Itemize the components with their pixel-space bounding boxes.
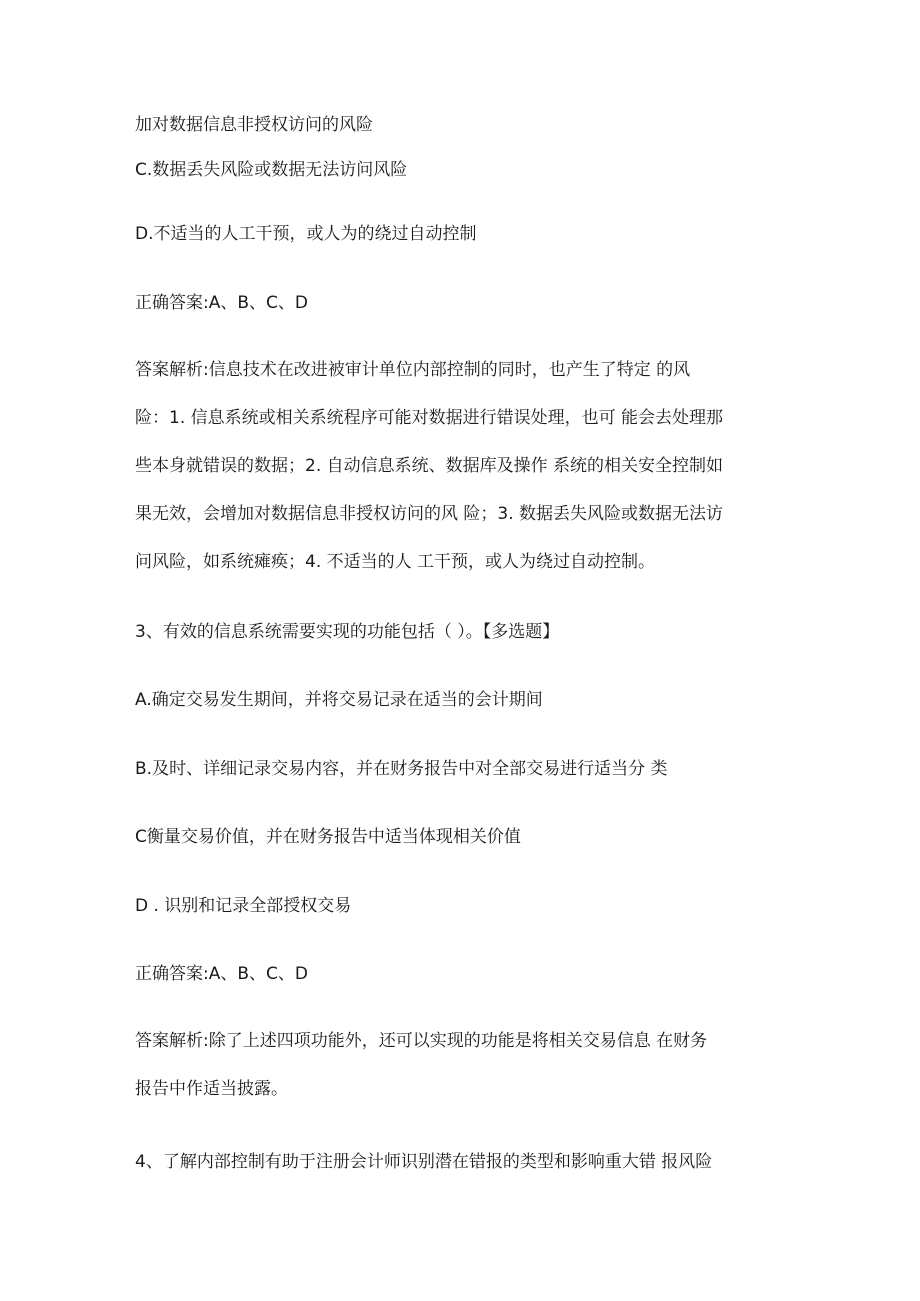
q2-explanation-line: 些本身就错误的数据；2. 自动信息系统、数据库及操作 系统的相关安全控制如 xyxy=(135,456,724,476)
q2-option-b-continuation: 加对数据信息非授权访问的风险 xyxy=(135,115,373,135)
q3-correct-answer: 正确答案:A、B、C、D xyxy=(135,964,308,984)
q2-correct-answer: 正确答案:A、B、C、D xyxy=(135,293,308,313)
q3-question: 3、有效的信息系统需要实现的功能包括（ ）。【多选题】 xyxy=(135,622,560,642)
q3-explanation-line: 报告中作适当披露。 xyxy=(135,1079,288,1099)
q3-explanation-line: 答案解析:除了上述四项功能外，还可以实现的功能是将相关交易信息 在财务 xyxy=(135,1031,708,1051)
q2-explanation-line: 险：1. 信息系统或相关系统程序可能对数据进行错误处理，也可 能会去处理那 xyxy=(135,408,724,428)
q2-explanation-line: 答案解析:信息技术在改进被审计单位内部控制的同时，也产生了特定 的风 xyxy=(135,360,691,380)
q3-option-b: B.及时、详细记录交易内容，并在财务报告中对全部交易进行适当分 类 xyxy=(135,759,668,779)
q2-option-d: D.不适当的人工干预，或人为的绕过自动控制 xyxy=(135,224,477,244)
q4-question: 4、了解内部控制有助于注册会计师识别潜在错报的类型和影响重大错 报风险 xyxy=(135,1152,713,1172)
q2-explanation-line: 果无效，会增加对数据信息非授权访问的风 险；3. 数据丢失风险或数据无法访 xyxy=(135,504,724,524)
q2-explanation xyxy=(135,358,785,598)
q2-option-c: C.数据丢失风险或数据无法访问风险 xyxy=(135,160,408,180)
q3-option-d: D . 识别和记录全部授权交易 xyxy=(135,896,352,916)
q3-explanation xyxy=(135,1029,785,1125)
q2-explanation-line: 问风险，如系统瘫痪；4. 不适当的人 工干预，或人为绕过自动控制。 xyxy=(135,552,656,572)
q3-option-c: C衡量交易价值，并在财务报告中适当体现相关价值 xyxy=(135,827,521,847)
q3-option-a: A.确定交易发生期间，并将交易记录在适当的会计期间 xyxy=(135,690,543,710)
